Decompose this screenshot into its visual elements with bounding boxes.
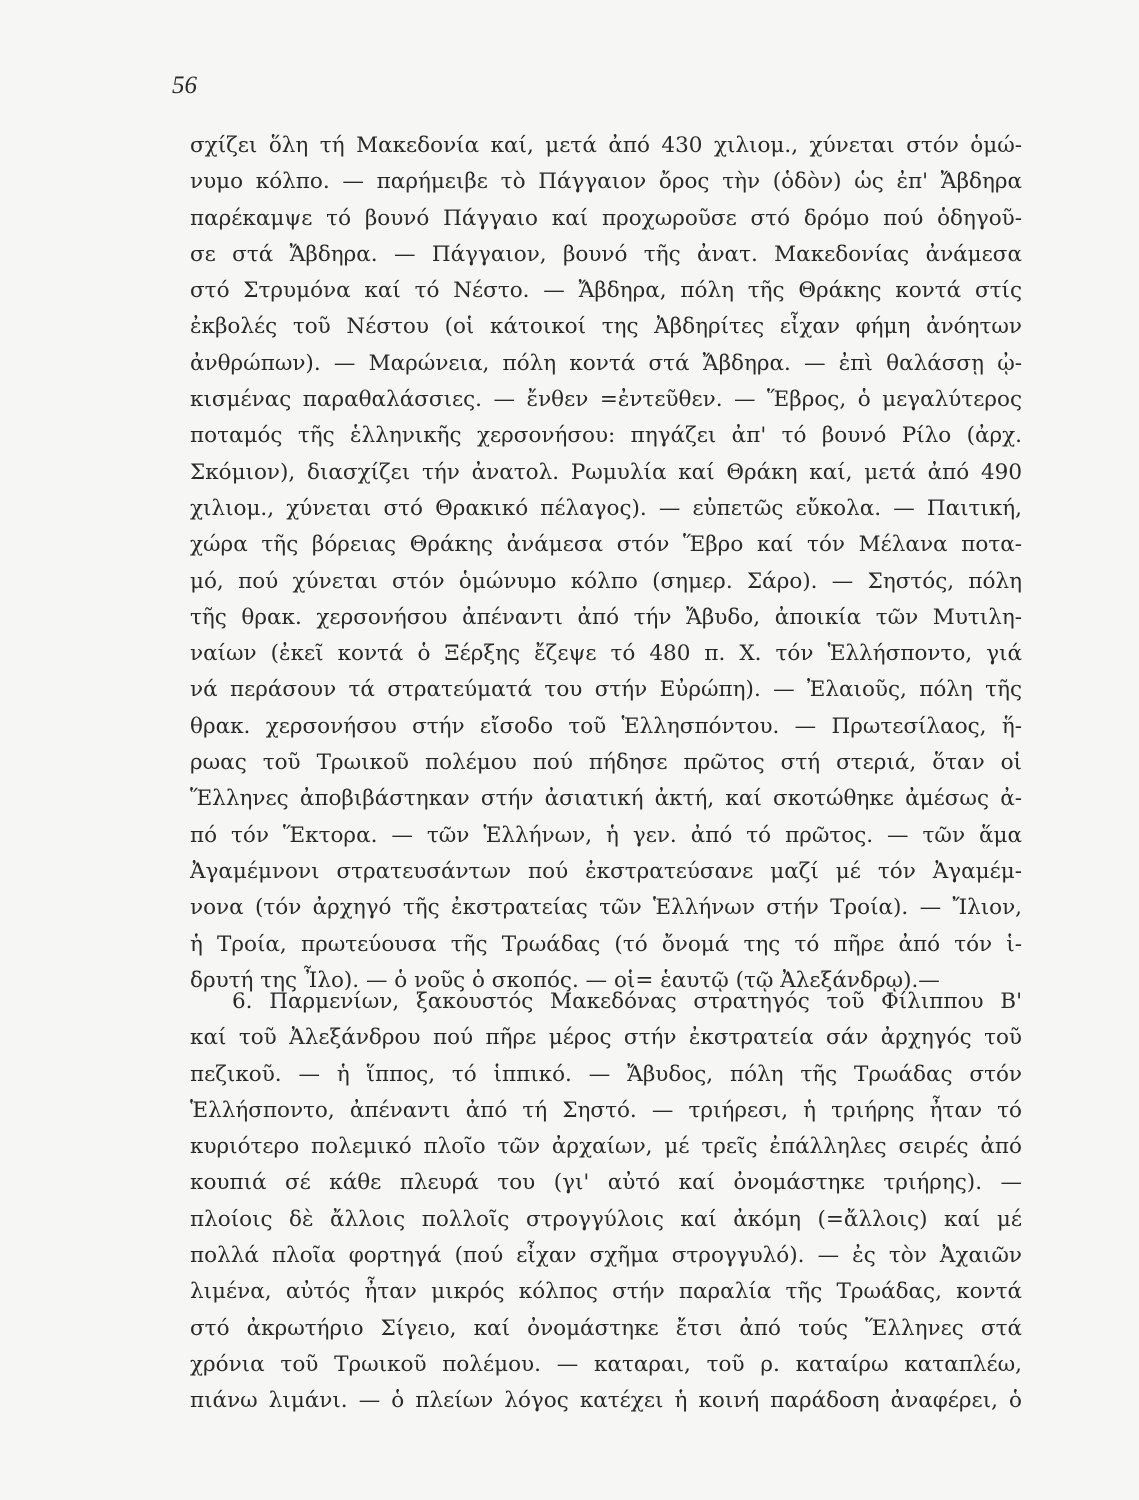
text-line: πεζικοῦ. — ἡ ἵππος, τό ἱππικό. — Ἄβυδος, πόλη τῆς Τρωάδας στόν bbox=[190, 1061, 1022, 1087]
text-line: θρακ. χερσονήσου στήν εἴσοδο τοῦ Ἑλλησπόντου. — Πρωτεσίλαος, ἥ- bbox=[190, 713, 1022, 739]
text-line: χώρα τῆς βόρειας Θράκης ἀνάμεσα στόν Ἕβρο καί τόν Μέλανα ποτα- bbox=[190, 532, 1022, 558]
text-line: ἡ Τροία, πρωτεύουσα τῆς Τρωάδας (τό ὄνομά της τό πῆρε ἀπό τόν ἱ- bbox=[190, 931, 1022, 957]
text-line: πλοίοις δὲ ἄλλοις πολλοῖς στρογγύλοις καί ἀκόμη (=ἄλλοις) καί μέ bbox=[190, 1206, 1022, 1232]
text-line: Ἀγαμέμνονι στρατευσάντων πού ἐκστρατεύσανε μαζί μέ τόν Ἀγαμέμ- bbox=[190, 858, 1022, 884]
text-line: νά περάσουν τά στρατεύματά του στήν Εὐρώπη). — Ἐλαιοῦς, πόλη τῆς bbox=[190, 677, 1022, 703]
text-line: στό ἀκρωτήριο Σίγειο, καί ὀνομάστηκε ἔτσι ἀπό τούς Ἕλληνες στά bbox=[190, 1315, 1022, 1341]
text-line: ἐκβολές τοῦ Νέστου (οἱ κάτοικοί της Ἀβδηρίτες εἶχαν φήμη ἀνόητων bbox=[190, 314, 1022, 340]
text-line: καί τοῦ Ἀλεξάνδρου πού πῆρε μέρος στήν ἐκστρατεία σάν ἀρχηγός τοῦ bbox=[190, 1025, 1022, 1051]
text-line: ναίων (ἐκεῖ κοντά ὁ Ξέρξης ἔζεψε τό 480 π. Χ. τόν Ἑλλήσποντο, γιά bbox=[190, 641, 1022, 667]
text-line: στό Στρυμόνα καί τό Νέστο. — Ἄβδηρα, πόλη τῆς Θράκης κοντά στίς bbox=[190, 278, 1022, 304]
text-line: κυριότερο πολεμικό πλοῖο τῶν ἀρχαίων, μέ τρεῖς ἐπάλληλες σειρές ἀπό bbox=[190, 1134, 1022, 1160]
text-line: χιλιομ., χύνεται στό Θρακικό πέλαγος). — εὐπετῶς εὔκολα. — Παιτική, bbox=[190, 495, 1022, 521]
text-line: λιμένα, αὐτός ἦταν μικρός κόλπος στήν παραλία τῆς Τρωάδας, κοντά bbox=[190, 1279, 1022, 1305]
text-line: τῆς θρακ. χερσονήσου ἀπέναντι ἀπό τήν Ἄβυδο, ἀποικία τῶν Μυτιλη- bbox=[190, 604, 1022, 630]
text-line: ρωας τοῦ Τρωικοῦ πολέμου πού πήδησε πρῶτος στή στεριά, ὅταν οἱ bbox=[190, 750, 1022, 776]
commentary-paragraph-6 bbox=[190, 984, 1022, 1420]
text-line: μό, πού χύνεται στόν ὁμώνυμο κόλπο (σημερ. Σάρο). — Σηστός, πόλη bbox=[190, 568, 1022, 594]
text-line: νονα (τόν ἀρχηγό τῆς ἐκστρατείας τῶν Ἑλλήνων στήν Τροία). — Ἴλιον, bbox=[190, 895, 1022, 921]
page-number: 56 bbox=[172, 72, 197, 99]
text-line: δρυτή της Ἶλο). — ὁ νοῦς ὁ σκοπός. — οἱ= ἑαυτῷ (τῷ Ἀλεξάνδρῳ).— bbox=[190, 967, 940, 993]
text-line: νυμο κόλπο. — παρήμειβε τὸ Πάγγαιον ὄρος τὴν (ὁδὸν) ὡς ἐπ' Ἄβδηρα bbox=[190, 169, 1022, 195]
text-line: χρόνια τοῦ Τρωικοῦ πολέμου. — καταραι, τοῦ ρ. καταίρω καταπλέω, bbox=[190, 1351, 1022, 1377]
text-line: σε στά Ἄβδηρα. — Πάγγαιον, βουνό τῆς ἀνατ. Μακεδονίας ἀνάμεσα bbox=[190, 241, 1022, 267]
text-line: παρέκαμψε τό βουνό Πάγγαιο καί προχωροῦσε στό δρόμο πού ὁδηγοῦ- bbox=[190, 205, 1022, 231]
commentary-paragraph-1 bbox=[190, 128, 1022, 999]
text-line: κουπιά σέ κάθε πλευρά του (γι' αὐτό καί ὀνομάστηκε τριήρης). — bbox=[190, 1170, 1022, 1196]
text-line: ποταμός τῆς ἑλληνικῆς χερσονήσου: πηγάζει ἀπ' τό βουνό Ρίλο (ἀρχ. bbox=[190, 423, 1022, 449]
text-line: ἀνθρώπων). — Μαρώνεια, πόλη κοντά στά Ἄβδηρα. — ἐπὶ θαλάσσῃ ᾠ- bbox=[190, 350, 1022, 376]
text-line: Σκόμιον), διασχίζει τήν ἀνατολ. Ρωμυλία καί Θράκη καί, μετά ἀπό 490 bbox=[190, 459, 1022, 485]
text-line: σχίζει ὅλη τή Μακεδονία καί, μετά ἀπό 430 χιλιομ., χύνεται στόν ὁμώ- bbox=[190, 133, 1022, 158]
text-line: Ἑλλήσποντο, ἀπέναντι ἀπό τή Σηστό. — τριήρεσι, ἡ τριήρης ἦταν τό bbox=[190, 1097, 1022, 1123]
text-line: πολλά πλοῖα φορτηγά (πού εἶχαν σχῆμα στρογγυλό). — ἐς τὸν Ἀχαιῶν bbox=[190, 1243, 1022, 1269]
text-line: 6. Παρμενίων, ξακουστός Μακεδόνας στρατηγός τοῦ Φίλιππου Β' bbox=[232, 989, 1022, 1014]
text-line: πιάνω λιμάνι. — ὁ πλείων λόγος κατέχει ἡ κοινή παράδοση ἀναφέρει, ὁ bbox=[190, 1388, 1022, 1414]
text-line: Ἕλληνες ἀποβιβάστηκαν στήν ἀσιατική ἀκτή, καί σκοτώθηκε ἀμέσως ἀ- bbox=[190, 786, 1022, 812]
text-line: κισμένας παραθαλάσσιες. — ἔνθεν =ἐντεῦθεν. — Ἕβρος, ὁ μεγαλύτερος bbox=[190, 387, 1022, 413]
text-line: πό τόν Ἕκτορα. — τῶν Ἑλλήνων, ἡ γεν. ἀπό τό πρῶτος. — τῶν ἅμα bbox=[190, 822, 1022, 848]
